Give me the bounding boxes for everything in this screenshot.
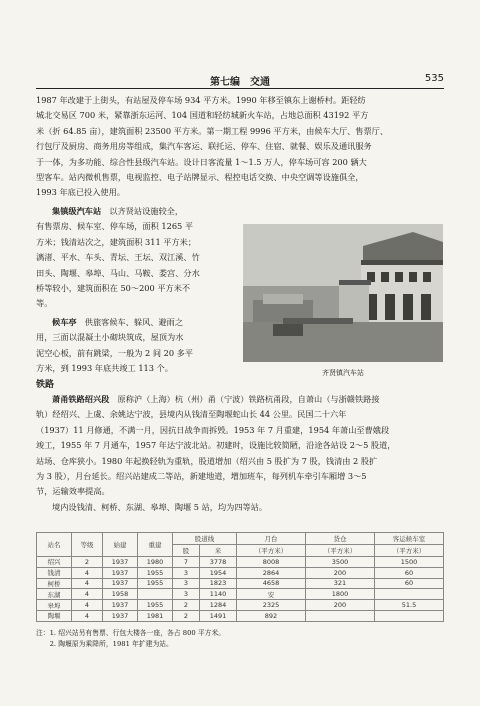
railway-stations-table bbox=[36, 532, 444, 622]
table-cell: 3778 bbox=[200, 557, 237, 568]
col-header-track: 股道线 bbox=[173, 533, 237, 545]
table-cell: 1491 bbox=[200, 610, 237, 621]
table-cell: 安 bbox=[237, 589, 306, 600]
text-line: 米（折 64.85 亩），建筑面积 23500 平方米。第一期工程 9996 平方米，由候车大厅、售票厅、 bbox=[36, 125, 389, 136]
col-header-station: 站名 bbox=[37, 533, 72, 557]
table-cell: 1955 bbox=[138, 567, 173, 578]
col-header-platform-unit: （平方米） bbox=[237, 545, 306, 557]
text-line: 有售票房、候车室、停车场，面积 1265 平 bbox=[36, 221, 194, 232]
table-row bbox=[37, 578, 444, 589]
table-cell: 1955 bbox=[138, 578, 173, 589]
text-line: 竣工，1955 年 7 月通车，1957 年达宁波北站。初建时，设施比较简陋，沿途各站设 2～5 股道， bbox=[36, 440, 396, 451]
table-cell: 321 bbox=[306, 578, 375, 589]
table-cell: 8008 bbox=[237, 557, 306, 568]
table-cell: 60 bbox=[375, 578, 444, 589]
chapter-title: 第七编 交通 bbox=[210, 77, 270, 88]
table-header-row bbox=[37, 533, 444, 545]
table-cell: 1937 bbox=[103, 610, 138, 621]
table-cell: 陶堰 bbox=[37, 610, 72, 621]
shelter-heading: 候车亭 bbox=[52, 317, 77, 327]
table-cell bbox=[306, 610, 375, 621]
bus-station-photo bbox=[243, 224, 443, 362]
text-line bbox=[36, 392, 444, 407]
col-header-waiting: 客运候车室 bbox=[375, 533, 444, 545]
table-cell: 4 bbox=[72, 578, 103, 589]
page-header bbox=[36, 72, 444, 88]
table-cell: 1937 bbox=[103, 578, 138, 589]
text-line bbox=[36, 315, 241, 330]
table-cell: 1823 bbox=[200, 578, 237, 589]
table-cell: 1981 bbox=[138, 610, 173, 621]
text-line: 1987 年改建于上街头，有站屋及停车场 934 平方米。1990 年移至镇东上谢桥村。距轻纺 bbox=[36, 95, 366, 105]
table-cell bbox=[138, 589, 173, 600]
col-header-built: 始建 bbox=[103, 533, 138, 557]
table-row bbox=[37, 557, 444, 568]
table-cell: 钱清 bbox=[37, 567, 72, 578]
table-cell: 1937 bbox=[103, 557, 138, 568]
table-cell: 3 bbox=[173, 578, 200, 589]
railway-paragraph bbox=[36, 392, 444, 515]
text-run: 以齐贤站设施较全， bbox=[109, 206, 184, 216]
table-cell: 200 bbox=[306, 600, 375, 611]
table-cell: 2864 bbox=[237, 567, 306, 578]
table-cell: 200 bbox=[306, 567, 375, 578]
table-cell: 1500 bbox=[375, 557, 444, 568]
text-run: 供旅客候车、躲风、避雨之 bbox=[84, 317, 184, 327]
table-row bbox=[37, 589, 444, 600]
col-header-waiting-unit: （平方米） bbox=[375, 545, 444, 557]
note-line: 2. 陶堰原为乘降所，1981 年扩建为站。 bbox=[36, 640, 173, 648]
text-line: 站场、仓库狭小。1980 年起换轻轨为重轨，股道增加（绍兴由 5 股扩为 7 股，钱清由 2 股扩 bbox=[36, 455, 378, 466]
table-cell: 1954 bbox=[200, 567, 237, 578]
text-run: 境内设钱清、柯桥、东湖、皋埠、陶堰 5 站，均为四等站。 bbox=[52, 501, 268, 512]
col-header-track-count: 股 bbox=[173, 545, 200, 557]
table-cell: 3 bbox=[173, 589, 200, 600]
table-cell: 4 bbox=[72, 610, 103, 621]
col-header-warehouse-unit: （平方米） bbox=[306, 545, 375, 557]
col-header-rebuilt: 重建 bbox=[138, 533, 173, 557]
table-cell: 3 bbox=[173, 567, 200, 578]
town-station-heading: 集镇级汽车站 bbox=[52, 206, 102, 216]
table-cell: 绍兴 bbox=[37, 557, 72, 568]
note-line: 注：1. 绍兴站另有售票、行包大楼各一座，各占 800 平方米。 bbox=[36, 629, 226, 637]
photo-caption: 齐贤镇汽车站 bbox=[322, 369, 364, 377]
table-cell: 3500 bbox=[306, 557, 375, 568]
table-cell: 51.5 bbox=[375, 600, 444, 611]
table-row bbox=[37, 610, 444, 621]
text-line bbox=[36, 500, 444, 515]
text-line: （1937）11 月修通，不满一月，因抗日战争而拆毁。1953 年 7 月重建，1954 年萧山至曹娥段 bbox=[36, 424, 390, 435]
table-row bbox=[37, 600, 444, 611]
text-line: 等。 bbox=[36, 298, 53, 309]
text-line: 于一体，为多功能、综合性县级汽车站。设计日客流量 1～1.5 万人，停车场可容 200 辆大 bbox=[36, 156, 367, 167]
text-line: 轨）经绍兴、上虞、余姚达宁波，县境内从钱清至陶堰蛇山长 44 公里。民国二十六年 bbox=[36, 409, 347, 420]
table-cell: 2 bbox=[173, 610, 200, 621]
text-line: 为 3 股），月台延长。绍兴站建成二等站，新建地道，增加班车，每列机车牵引车厢增 3～5 bbox=[36, 471, 367, 482]
table-cell: 7 bbox=[173, 557, 200, 568]
text-line: 漓渚、平水、车头、青坛、王坛、双江溪、竹 bbox=[36, 252, 200, 263]
text-line: 田头、陶堰、皋埠、马山、马鞍、娄宫、分水 bbox=[36, 267, 200, 278]
table-cell: 60 bbox=[375, 567, 444, 578]
photo-illustration bbox=[243, 224, 443, 362]
table-cell: 皋埠 bbox=[37, 600, 72, 611]
table-cell: 892 bbox=[237, 610, 306, 621]
table-cell: 4 bbox=[72, 600, 103, 611]
table-cell: 1937 bbox=[103, 567, 138, 578]
table-notes bbox=[36, 628, 225, 650]
table-cell: 1937 bbox=[103, 600, 138, 611]
page-number: 535 bbox=[424, 73, 444, 84]
table-cell: 1800 bbox=[306, 589, 375, 600]
table-cell: 2 bbox=[72, 557, 103, 568]
text-line: 桥等较小，建筑面积在 50～200 平方米不 bbox=[36, 283, 191, 294]
table-cell: 1140 bbox=[200, 589, 237, 600]
railway-heading: 萧甬铁路绍兴段 bbox=[52, 394, 110, 404]
table-cell: 2325 bbox=[237, 600, 306, 611]
shelter-paragraph bbox=[36, 315, 241, 377]
table-cell: 4658 bbox=[237, 578, 306, 589]
text-line: 方米，到 1993 年底共竣工 113 个。 bbox=[36, 363, 173, 374]
text-line: 行包厅及厨房、商务用房等组成，集汽车客运、联托运、停车、住宿、就餐、娱乐及通讯服务 bbox=[36, 141, 372, 152]
intro-paragraph bbox=[36, 93, 444, 201]
table-cell bbox=[375, 610, 444, 621]
railway-section-title: 铁路 bbox=[36, 380, 55, 390]
table-row bbox=[37, 567, 444, 578]
table-cell: 1955 bbox=[138, 600, 173, 611]
text-run: 原称沪（上海）杭（州）甬（宁波）铁路杭甬段，自萧山（与浙赣铁路接 bbox=[117, 394, 380, 404]
table-cell: 东湖 bbox=[37, 589, 72, 600]
table-cell: 柯桥 bbox=[37, 578, 72, 589]
col-header-track-meter: 米 bbox=[200, 545, 237, 557]
col-header-platform: 月台 bbox=[237, 533, 306, 545]
table-cell: 1980 bbox=[138, 557, 173, 568]
text-line: 方米；钱清站次之，建筑面积 311 平方米； bbox=[36, 236, 197, 247]
text-line: 型客车。站内微机售票，电视监控、电子站牌显示、程控电话交换、中央空调等设施俱全， bbox=[36, 172, 364, 183]
table-cell: 1958 bbox=[103, 589, 138, 600]
col-header-grade: 等级 bbox=[72, 533, 103, 557]
text-line: 1993 年底已投入使用。 bbox=[36, 187, 125, 198]
text-line: 节，运输效率提高。 bbox=[36, 486, 110, 497]
table-cell: 1284 bbox=[200, 600, 237, 611]
town-station-paragraph bbox=[36, 204, 241, 312]
text-line bbox=[36, 204, 241, 219]
text-line: 城北交易区 700 米，紧靠浙东运河、104 国道和轻纺城新火车站，占地总面积 43192 平方 bbox=[36, 110, 369, 121]
table-cell: 4 bbox=[72, 589, 103, 600]
header-rule bbox=[36, 88, 444, 89]
table-cell bbox=[375, 589, 444, 600]
text-line: 泥空心板，前有跳梁，一般为 2 间 20 多平 bbox=[36, 347, 194, 358]
table-cell: 4 bbox=[72, 567, 103, 578]
col-header-warehouse: 货仓 bbox=[306, 533, 375, 545]
table-cell: 2 bbox=[173, 600, 200, 611]
text-line: 用，三面以混凝土小砌块筑成，屋顶为水 bbox=[36, 332, 184, 343]
